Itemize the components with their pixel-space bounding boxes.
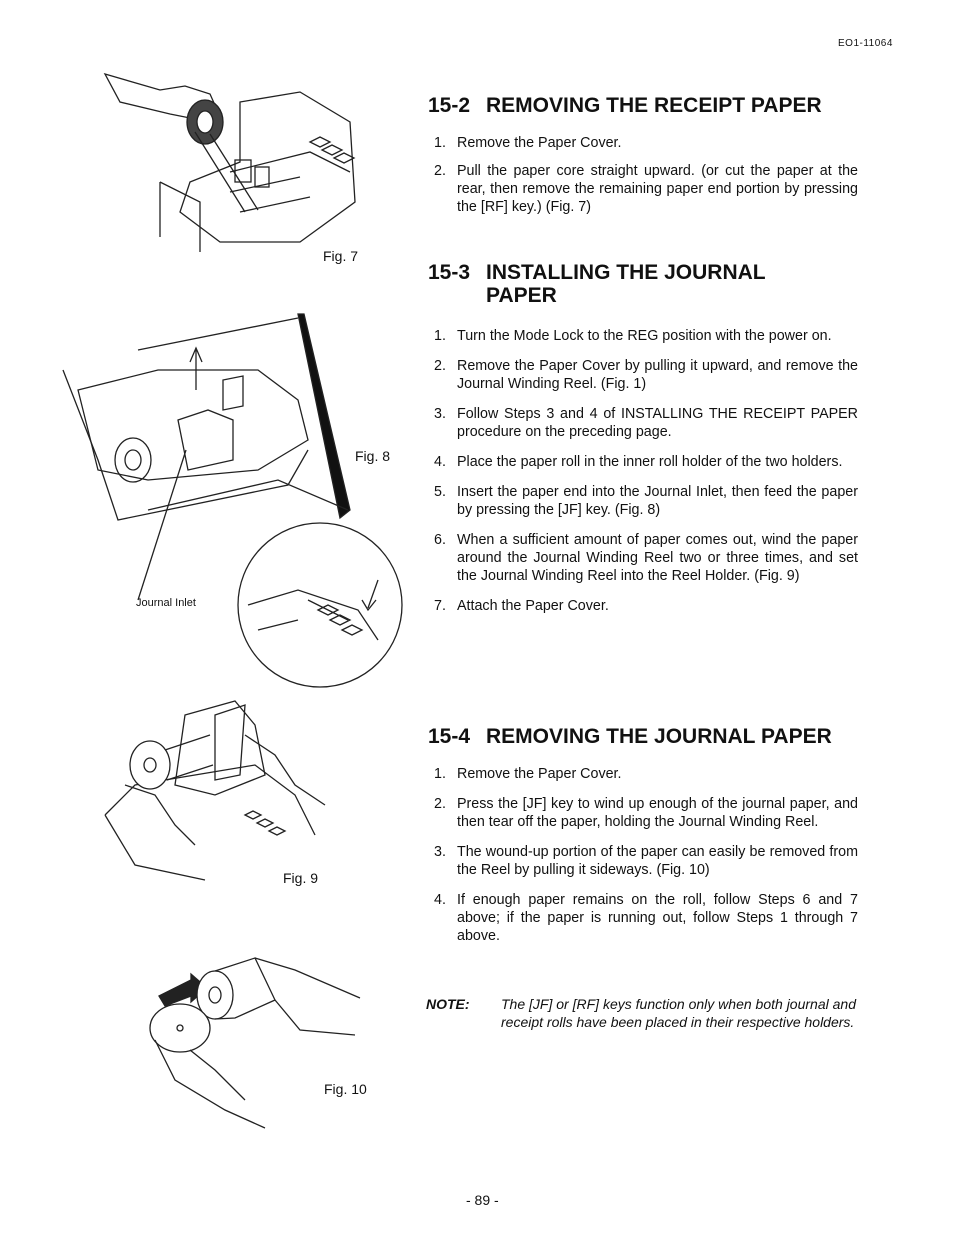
section-heading <box>428 725 858 748</box>
step-list <box>428 765 858 945</box>
section-number: 15-4 <box>428 725 471 748</box>
section-15-2 <box>428 94 858 216</box>
journal-inlet-callout: Journal Inlet <box>136 597 196 609</box>
list-item: 2. Pull the paper core straight upward. (or cut the paper at the rear, then remove the remaining paper end portion by pressing the [RF] key.) (Fig. 7) <box>434 163 858 215</box>
fig10-label: Fig. 10 <box>324 1081 367 1097</box>
step-list <box>428 134 858 216</box>
section-number: 15-3 <box>428 261 471 284</box>
section-heading <box>428 94 858 117</box>
fig10-illustration <box>135 940 375 1130</box>
list-item: 4. If enough paper remains on the roll, follow Steps 6 and 7 above; if the paper is running out, follow Steps 1 through 7 above. <box>434 892 858 944</box>
list-item: 2. Press the [JF] key to wind up enough of the journal paper, and then tear off the paper, holding the Journal Winding Reel. <box>434 796 858 830</box>
section-title-continued: PAPER <box>486 284 557 307</box>
list-item: 6. When a sufficient amount of paper comes out, wind the paper around the Journal Winding Reel two or three times, and set the Journal Winding Reel into the Reel Holder. (Fig. 9) <box>434 532 858 584</box>
page-number: - 89 - <box>466 1192 499 1208</box>
section-title: REMOVING THE RECEIPT PAPER <box>486 94 822 117</box>
list-item: 3. The wound-up portion of the paper can easily be removed from the Reel by pulling it sideways. (Fig. 10) <box>434 844 858 878</box>
fig9-illustration <box>95 695 335 885</box>
note-text: The [JF] or [RF] keys function only when both journal and receipt rolls have been placed in their respective holders. <box>501 996 856 1030</box>
step-list <box>428 327 858 615</box>
list-item: 5. Insert the paper end into the Journal Inlet, then feed the paper by pressing the [JF] key. (Fig. 8) <box>434 484 858 518</box>
section-heading <box>428 261 858 307</box>
list-item: 1. Turn the Mode Lock to the REG position with the power on. <box>434 328 832 344</box>
section-number: 15-2 <box>428 94 471 117</box>
list-item: 1. Remove the Paper Cover. <box>434 766 622 782</box>
fig7-label: Fig. 7 <box>323 248 359 264</box>
section-title: INSTALLING THE JOURNAL <box>486 261 766 284</box>
document-id: EO1-11064 <box>838 38 893 49</box>
fig9-label: Fig. 9 <box>283 870 319 886</box>
list-item: 1. Remove the Paper Cover. <box>434 135 622 151</box>
fig8-illustration <box>58 310 408 690</box>
list-item: 2. Remove the Paper Cover by pulling it upward, and remove the Journal Winding Reel. (Fig. 1) <box>434 358 858 392</box>
note-label: NOTE: <box>426 996 470 1012</box>
list-item: 4. Place the paper roll in the inner roll holder of the two holders. <box>434 454 843 470</box>
list-item: 7. Attach the Paper Cover. <box>434 598 609 614</box>
note-block <box>426 995 856 1031</box>
section-title: REMOVING THE JOURNAL PAPER <box>486 725 832 748</box>
list-item: 3. Follow Steps 3 and 4 of INSTALLING THE RECEIPT PAPER procedure on the preceding page. <box>434 406 858 440</box>
fig8-label: Fig. 8 <box>355 448 391 464</box>
section-15-4 <box>428 725 858 945</box>
fig7-illustration <box>100 62 360 252</box>
section-15-3 <box>428 261 858 615</box>
